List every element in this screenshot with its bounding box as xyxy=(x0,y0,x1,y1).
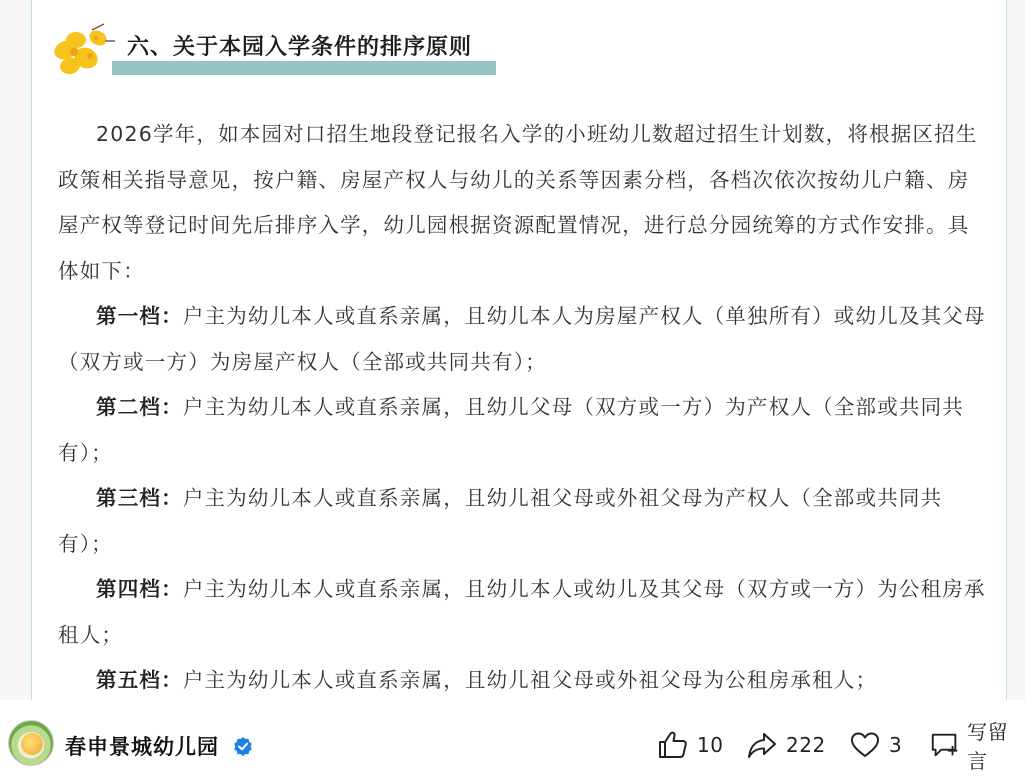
account-avatar[interactable] xyxy=(8,720,54,766)
heart-icon xyxy=(849,730,881,760)
tier-text: 户主为幼儿本人或直系亲属，且幼儿本人或幼儿及其父母（双方或一方）为公租房承租人； xyxy=(58,577,986,647)
heart-count: 3 xyxy=(889,733,903,757)
tier-label: 第二档： xyxy=(96,395,183,419)
share-count: 222 xyxy=(786,733,826,757)
verified-badge-icon xyxy=(233,736,253,756)
thumbs-up-icon xyxy=(657,730,689,760)
tier-paragraph xyxy=(58,658,988,700)
intro-paragraph: 2026学年，如本园对口招生地段登记报名入学的小班幼儿数超过招生计划数，将根据区招生政策相关指导意见，按户籍、房屋产权人与幼儿的关系等因素分档，各档次依次按幼儿户籍、房屋产权等登记时间先后排序入学，幼儿园根据资源配置情况，进行总分园统筹的方式作安排。具体如下： xyxy=(58,122,978,283)
share-button[interactable] xyxy=(746,728,826,762)
section-title: 六、关于本园入学条件的排序原则 xyxy=(127,35,473,60)
tier-text: 户主为幼儿本人或直系亲属，且幼儿祖父母或外祖父母为公租房承租人； xyxy=(182,668,878,692)
share-arrow-icon xyxy=(746,730,778,760)
comment-label: 写留言 xyxy=(967,720,1009,773)
tier-label: 第一档： xyxy=(96,304,183,328)
tier-label: 第四档： xyxy=(96,577,183,601)
article-content xyxy=(31,0,1007,700)
title-dash xyxy=(105,40,115,42)
tier-paragraph xyxy=(58,385,988,476)
tier-text: 户主为幼儿本人或直系亲属，且幼儿本人为房屋产权人（单独所有）或幼儿及其父母（双方或一方）为房屋产权人（全部或共同共有）； xyxy=(58,304,986,374)
tier-paragraph xyxy=(58,476,988,567)
avatar-logo xyxy=(21,733,43,755)
tier-text: 户主为幼儿本人或直系亲属，且幼儿祖父母或外祖父母为产权人（全部或共同共有）； xyxy=(58,486,943,556)
tier-paragraph xyxy=(58,294,988,385)
tier-paragraph xyxy=(58,567,988,658)
comment-icon xyxy=(929,730,959,760)
account-name[interactable]: 春申景城幼儿园 xyxy=(65,735,219,759)
comment-button[interactable] xyxy=(929,720,1025,773)
section-header xyxy=(32,0,1006,90)
favorite-button[interactable] xyxy=(849,728,902,762)
article-body xyxy=(58,112,988,700)
tier-label: 第五档： xyxy=(96,668,183,692)
title-underline-bar xyxy=(112,61,496,75)
like-count: 10 xyxy=(697,733,724,757)
tier-text: 户主为幼儿本人或直系亲属，且幼儿父母（双方或一方）为产权人（全部或共同共有）； xyxy=(58,395,965,465)
osmanthus-flower-icon xyxy=(46,20,112,80)
tier-label: 第三档： xyxy=(96,486,183,510)
like-button[interactable] xyxy=(657,728,723,762)
bottom-action-bar xyxy=(0,700,1025,780)
